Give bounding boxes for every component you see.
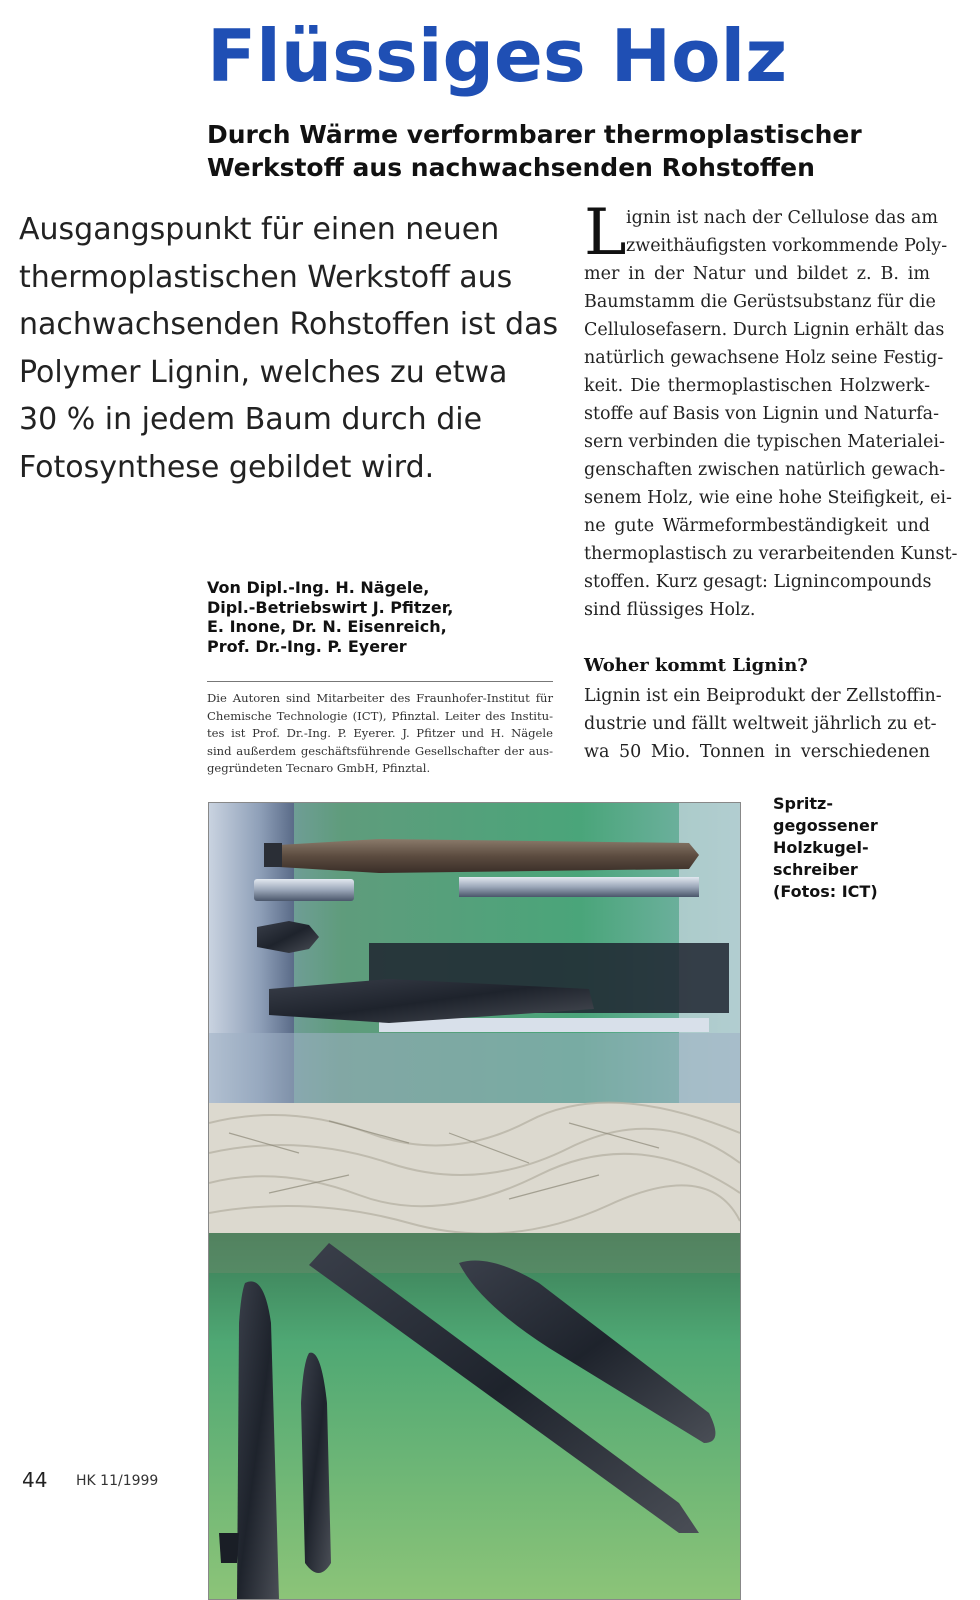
article-photo	[208, 802, 741, 1600]
divider	[207, 681, 553, 682]
body-paragraph	[584, 196, 958, 624]
affiliation-line: Die Autoren sind Mitarbeiter des Fraunhofer-Institut für	[207, 691, 553, 705]
caption-line: Holzkugel-	[773, 838, 869, 857]
body-line: ne gute Wärmeformbeständigkeit und	[584, 516, 930, 536]
author-line: Prof. Dr.-Ing. P. Eyerer	[207, 636, 407, 656]
caption-line: (Fotos: ICT)	[773, 882, 878, 901]
affiliation-line: tes ist Prof. Dr.-Ing. P. Eyerer. J. Pfitzer und H. Nägele	[207, 726, 553, 741]
lead-paragraph	[19, 206, 579, 491]
lead-line: Fotosynthese gebildet wird.	[19, 449, 435, 485]
body-line: dustrie und fällt weltweit jährlich zu et-	[584, 714, 937, 734]
author-line: E. Inone, Dr. N. Eisenreich,	[207, 617, 447, 636]
body-line: Baumstamm die Gerüstsubstanz für die	[584, 292, 936, 312]
lead-line: thermoplastischen Werkstoff aus	[19, 259, 513, 295]
caption-line: schreiber	[773, 860, 858, 879]
lead-line: nachwachsenden Rohstoffen ist das	[19, 307, 559, 342]
page-number: 44	[22, 1468, 48, 1492]
article-subtitle	[207, 118, 927, 184]
issue-label: HK 11/1999	[76, 1473, 159, 1489]
author-affiliation	[207, 690, 553, 778]
subtitle-line: Werkstoff aus nachwachsenden Rohstoffen	[207, 153, 815, 182]
drop-cap: L	[584, 196, 627, 270]
lead-line: 30 % in jedem Baum durch die	[19, 402, 483, 437]
body-line: senem Holz, wie eine hohe Steifigkeit, ei-	[584, 488, 952, 508]
article-title: Flüssiges Holz	[207, 14, 788, 98]
section-heading: Woher kommt Lignin?	[584, 655, 808, 676]
lead-line: Polymer Lignin, welches zu etwa	[19, 354, 508, 390]
body-line: wa 50 Mio. Tonnen in verschiedenen	[584, 742, 930, 762]
body-line: genschaften zwischen natürlich gewach-	[584, 460, 946, 480]
body-line: thermoplastisch zu verarbeitenden Kunst-	[584, 544, 958, 564]
body-line: mer in der Natur und bildet z. B. im	[584, 264, 930, 284]
photo-illustration	[209, 803, 740, 1599]
author-byline	[207, 578, 567, 656]
body-line: natürlich gewachsene Holz seine Festig-	[584, 348, 944, 368]
body-line: sind flüssiges Holz.	[584, 600, 756, 620]
body-text-continued	[584, 682, 942, 766]
affiliation-line: Chemische Technologie (ICT), Pfinztal. Leiter des Institu-	[207, 708, 553, 723]
body-text	[584, 196, 958, 624]
body-line: zweithäufigsten vorkommende Poly-	[626, 236, 948, 256]
photo-caption	[773, 793, 923, 903]
author-line: Von Dipl.-Ing. H. Nägele,	[207, 578, 430, 597]
caption-line: Spritz-	[773, 794, 833, 813]
body-line: ignin ist nach der Cellulose das am	[626, 208, 938, 228]
body-line: Lignin ist ein Beiprodukt der Zellstoffin-	[584, 686, 942, 706]
affiliation-line: sind außerdem geschäftsführende Gesellschafter der aus-	[207, 743, 553, 758]
affiliation-line: gegründeten Tecnaro GmbH, Pfinztal.	[207, 761, 431, 776]
body-line: sern verbinden die typischen Materialei-	[584, 432, 945, 452]
subtitle-line: Durch Wärme verformbarer thermoplastischer	[207, 120, 862, 149]
body-line: stoffen. Kurz gesagt: Lignincompounds	[584, 572, 932, 592]
body-line: Cellulosefasern. Durch Lignin erhält das	[584, 320, 945, 340]
body-line: keit. Die thermoplastischen Holzwerk-	[584, 376, 930, 396]
caption-line: gegossener	[773, 816, 878, 835]
body-line: stoffe auf Basis von Lignin und Naturfa-	[584, 404, 939, 424]
lead-line: Ausgangspunkt für einen neuen	[19, 212, 500, 247]
author-line: Dipl.-Betriebswirt J. Pfitzer,	[207, 597, 454, 617]
